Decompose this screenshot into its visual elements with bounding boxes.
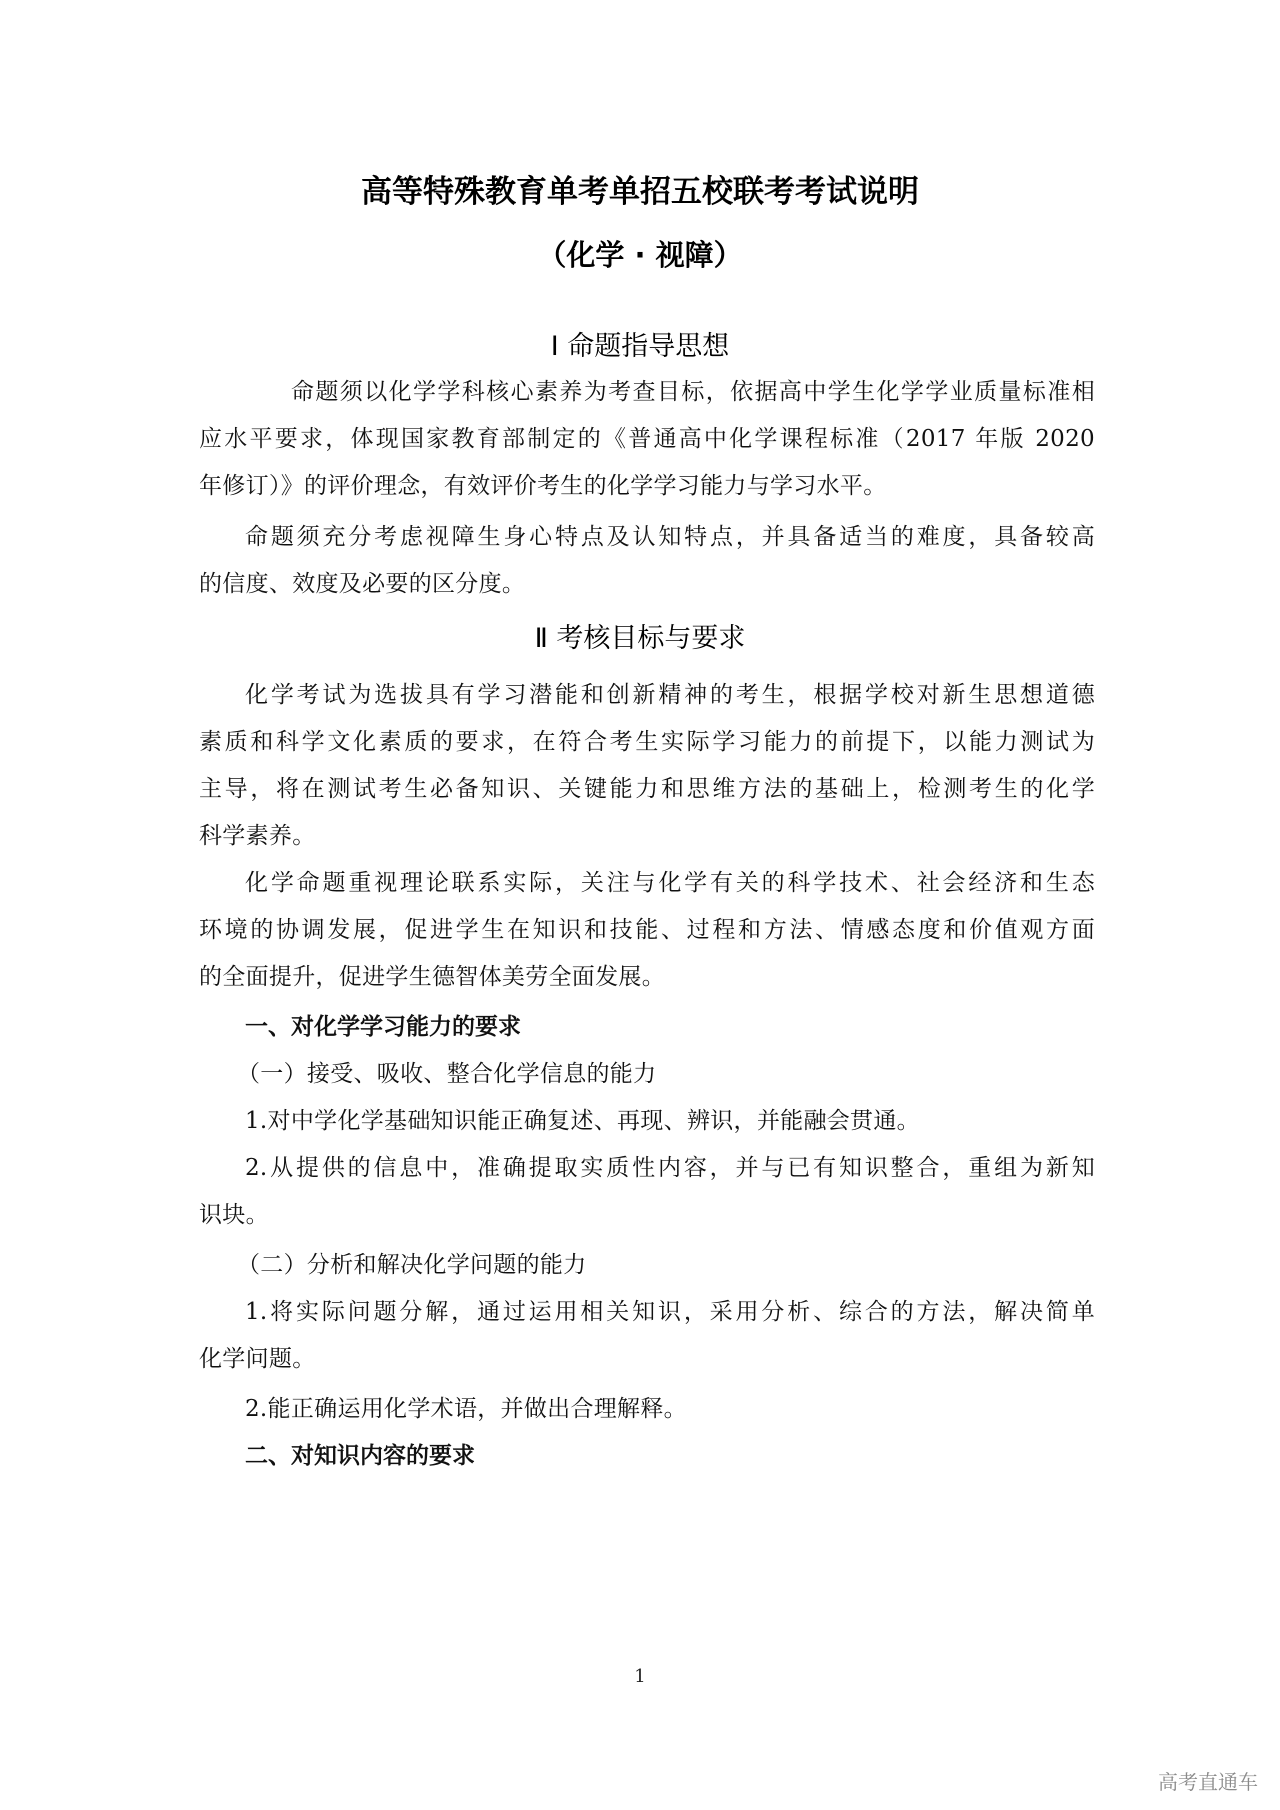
paragraph-line: 环境的协调发展，促进学生在知识和技能、过程和方法、情感态度和价值观方面 (199, 917, 1095, 943)
paragraph-line: 的全面提升，促进学生德智体美劳全面发展。 (199, 964, 665, 990)
document-subtitle: （化学 · 视障） (537, 238, 743, 272)
section-heading-2: Ⅱ 考核目标与要求 (534, 623, 746, 654)
list-item-continuation: 化学问题。 (199, 1346, 316, 1372)
list-item: 2.从提供的信息中，准确提取实质性内容，并与已有知识整合，重组为新知 (245, 1155, 1095, 1181)
paragraph-line: 化学命题重视理论联系实际，关注与化学有关的科学技术、社会经济和生态 (245, 870, 1095, 896)
paragraph-line: 科学素养。 (199, 823, 316, 849)
paragraph-line: 年修订）》的评价理念，有效评价考生的化学学习能力与学习水平。 (199, 473, 887, 499)
paragraph-line: 主导，将在测试考生必备知识、关键能力和思维方法的基础上，检测考生的化学 (199, 776, 1095, 802)
paragraph-line: 的信度、效度及必要的区分度。 (199, 571, 526, 597)
page-number: 1 (634, 1666, 646, 1687)
subsection-heading: （二）分析和解决化学问题的能力 (237, 1252, 587, 1278)
paragraph-line: 素质和科学文化素质的要求，在符合考生实际学习能力的前提下，以能力测试为 (199, 729, 1095, 755)
subsection-heading: （一）接受、吸收、整合化学信息的能力 (237, 1061, 657, 1087)
subheading-knowledge-requirements: 二、对知识内容的要求 (245, 1443, 475, 1469)
list-item: 2.能正确运用化学术语，并做出合理解释。 (245, 1396, 687, 1422)
list-item-continuation: 识块。 (199, 1202, 269, 1228)
paragraph-line: 命题须充分考虑视障生身心特点及认知特点，并具备适当的难度，具备较高 (245, 524, 1095, 550)
subheading-ability-requirements: 一、对化学学习能力的要求 (245, 1014, 521, 1040)
watermark: 高考直通车 (1158, 1770, 1258, 1794)
section-heading-1: Ⅰ 命题指导思想 (550, 331, 730, 362)
paragraph-line: 应水平要求，体现国家教育部制定的《普通高中化学课程标准（2017 年版 2020 (199, 426, 1095, 452)
paragraph-line: 命题须以化学学科核心素养为考查目标，依据高中学生化学学业质量标准相 (291, 379, 1095, 405)
list-item: 1.对中学化学基础知识能正确复述、再现、辨识，并能融会贯通。 (245, 1108, 920, 1134)
paragraph-line: 化学考试为选拔具有学习潜能和创新精神的考生，根据学校对新生思想道德 (245, 682, 1095, 708)
list-item: 1.将实际问题分解，通过运用相关知识，采用分析、综合的方法，解决简单 (245, 1299, 1095, 1325)
document-title: 高等特殊教育单考单招五校联考考试说明 (361, 174, 919, 210)
